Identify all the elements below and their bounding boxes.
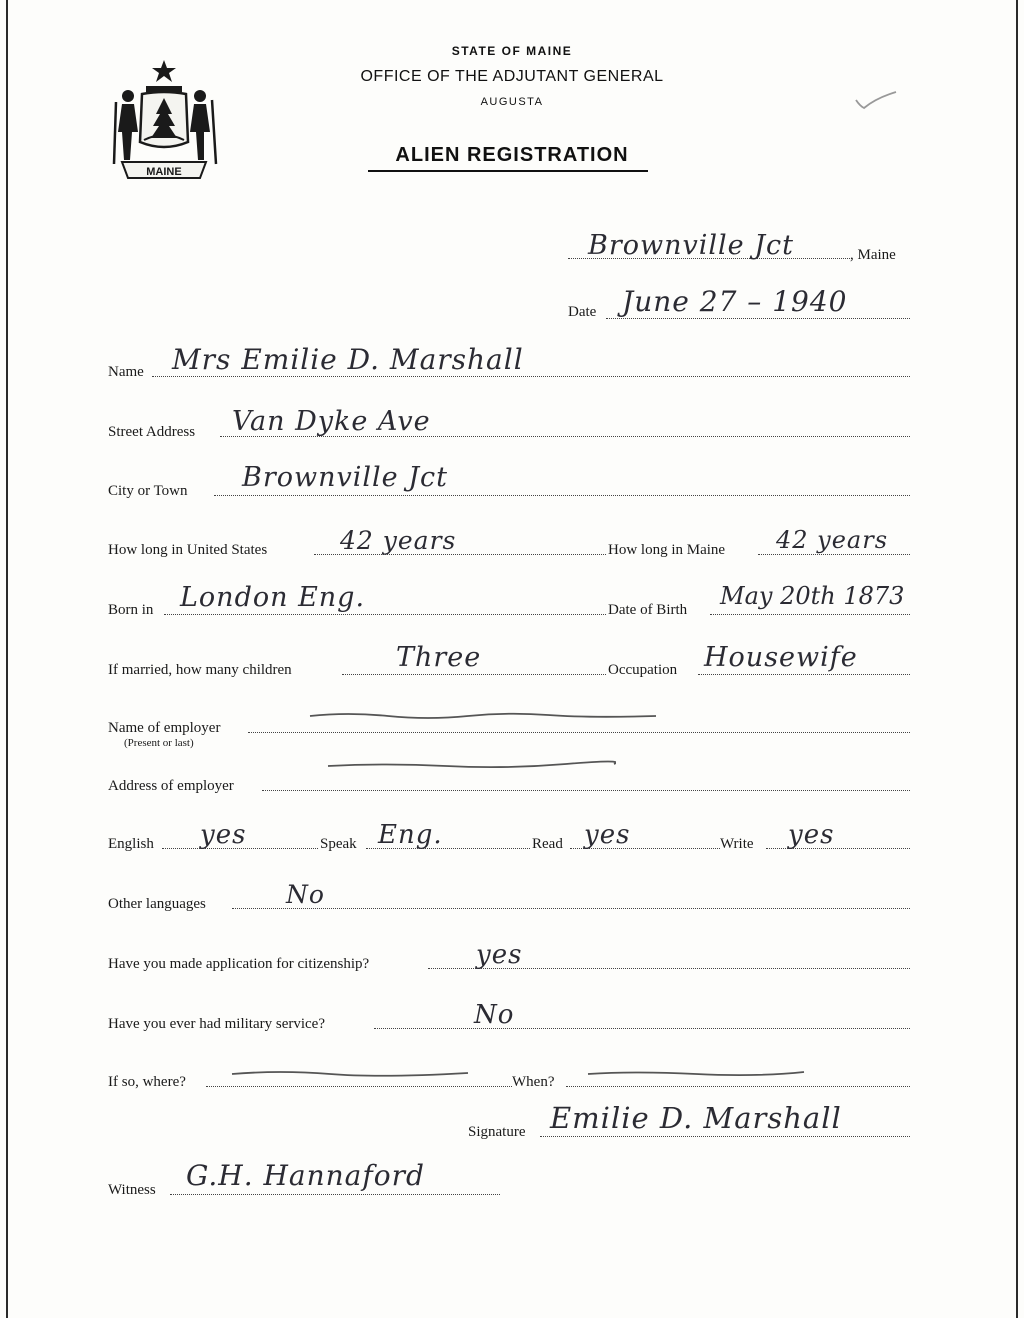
speak-entry: Eng. bbox=[378, 820, 443, 850]
occupation-entry: Housewife bbox=[704, 642, 858, 673]
name-label: Name bbox=[108, 364, 144, 380]
children-entry: Three bbox=[396, 642, 482, 673]
born-in-label: Born in bbox=[108, 602, 154, 618]
employer-name-sublabel: (Present or last) bbox=[124, 737, 194, 749]
witness-dots bbox=[170, 1194, 500, 1195]
how-long-maine-entry: 42 years bbox=[776, 526, 889, 554]
city-dots bbox=[214, 495, 910, 496]
name-dots bbox=[152, 376, 910, 377]
employer-name-label: Name of employer bbox=[108, 720, 221, 736]
if-so-where-dots bbox=[206, 1086, 512, 1087]
when-dash-mark bbox=[586, 1068, 806, 1078]
check-mark-icon bbox=[852, 88, 900, 112]
how-long-maine-dots bbox=[758, 554, 910, 555]
born-in-entry: London Eng. bbox=[180, 582, 366, 613]
signature-label: Signature bbox=[468, 1124, 526, 1140]
employer-address-dots bbox=[262, 790, 910, 791]
maine-state-seal-icon bbox=[108, 56, 220, 180]
how-long-us-label: How long in United States bbox=[108, 542, 268, 558]
name-entry: Mrs Emilie D. Marshall bbox=[172, 343, 524, 376]
citizenship-entry: yes bbox=[476, 940, 523, 970]
street-label: Street Address bbox=[108, 424, 196, 440]
header-office: OFFICE OF THE ADJUTANT GENERAL bbox=[360, 68, 664, 85]
street-entry: Van Dyke Ave bbox=[232, 406, 431, 437]
read-label: Read bbox=[532, 836, 563, 852]
date-dots bbox=[606, 318, 910, 319]
other-languages-label: Other languages bbox=[108, 896, 206, 912]
page-border bbox=[6, 0, 1018, 1318]
when-label: When? bbox=[512, 1074, 555, 1090]
english-label: English bbox=[108, 836, 154, 852]
military-entry: No bbox=[474, 1000, 515, 1030]
maine-suffix-label: , Maine bbox=[850, 247, 896, 263]
write-label: Write bbox=[720, 836, 754, 852]
title-underline bbox=[368, 170, 648, 172]
date-of-birth-entry: May 20th 1873 bbox=[720, 582, 905, 610]
other-languages-dots bbox=[232, 908, 910, 909]
town-entry: Brownville Jct bbox=[588, 230, 795, 261]
date-label: Date bbox=[568, 304, 597, 320]
if-so-where-label: If so, where? bbox=[108, 1074, 186, 1090]
other-languages-entry: No bbox=[286, 880, 325, 909]
military-label: Have you ever had military service? bbox=[108, 1016, 325, 1032]
occupation-dots bbox=[698, 674, 910, 675]
born-in-dots bbox=[164, 614, 606, 615]
how-long-us-entry: 42 years bbox=[340, 526, 457, 555]
city-entry: Brownville Jct bbox=[242, 462, 449, 493]
english-entry: yes bbox=[200, 820, 247, 850]
read-entry: yes bbox=[584, 820, 631, 850]
witness-entry: G.H. Hannaford bbox=[186, 1159, 425, 1192]
occupation-label: Occupation bbox=[608, 662, 678, 678]
children-dots bbox=[342, 674, 606, 675]
form-title: ALIEN REGISTRATION bbox=[395, 144, 629, 166]
date-of-birth-dots bbox=[710, 614, 910, 615]
date-of-birth-label: Date of Birth bbox=[608, 602, 688, 618]
witness-label: Witness bbox=[108, 1182, 156, 1198]
children-label: If married, how many children bbox=[108, 662, 292, 678]
header-state: STATE OF MAINE bbox=[451, 44, 573, 58]
signature-entry: Emilie D. Marshall bbox=[550, 1101, 842, 1135]
employer-name-dash-mark bbox=[308, 710, 658, 720]
city-label: City or Town bbox=[108, 483, 188, 499]
write-entry: yes bbox=[788, 820, 835, 850]
signature-dots bbox=[540, 1136, 910, 1137]
military-dots bbox=[374, 1028, 910, 1029]
seal-banner-text: MAINE bbox=[146, 166, 182, 178]
employer-name-dots bbox=[248, 732, 910, 733]
citizenship-label: Have you made application for citizenship? bbox=[108, 956, 370, 972]
header-city: AUGUSTA bbox=[480, 96, 544, 108]
if-so-where-dash-mark bbox=[230, 1068, 470, 1078]
how-long-maine-label: How long in Maine bbox=[608, 542, 726, 558]
when-dots bbox=[566, 1086, 910, 1087]
employer-address-label: Address of employer bbox=[108, 778, 234, 794]
date-entry: June 27 – 1940 bbox=[622, 285, 848, 318]
employer-address-dash-mark bbox=[326, 760, 616, 770]
speak-label: Speak bbox=[320, 836, 357, 852]
